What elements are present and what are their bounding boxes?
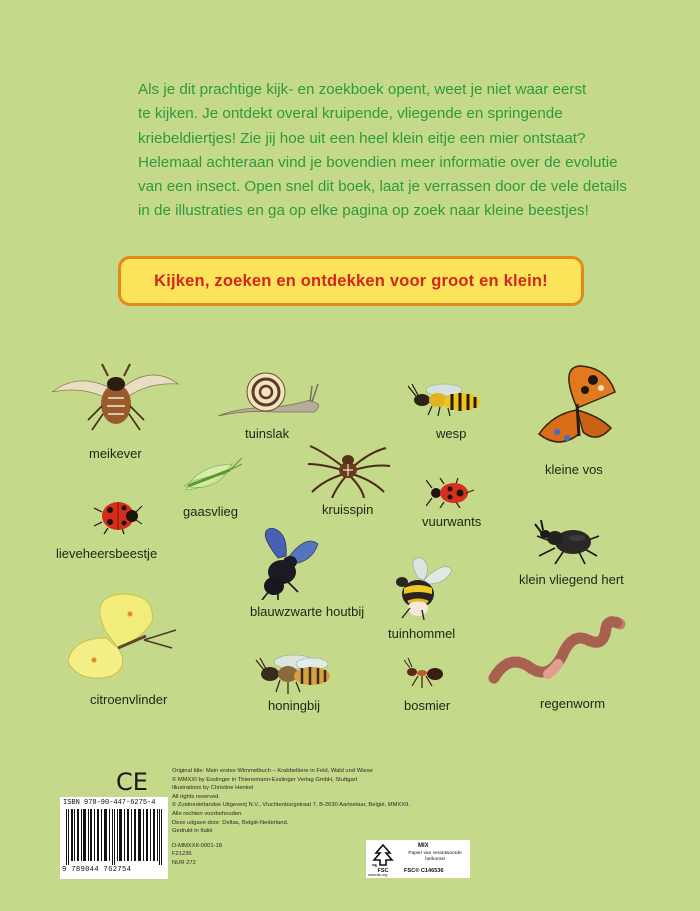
- fsc-tree-icon: [370, 843, 396, 873]
- butterfly-illustration: [537, 364, 619, 450]
- blurb-text: [138, 78, 627, 224]
- label-meikever: meikever: [89, 446, 142, 461]
- label-tuinhommel: tuinhommel: [388, 626, 456, 641]
- fsc-paper-text: Papier van verantwoorde herkomst: [408, 851, 462, 862]
- stag-beetle-illustration: [533, 512, 605, 566]
- fsc-url: www.fsc.org: [368, 873, 388, 877]
- spider-illustration: [306, 442, 392, 498]
- fsc-brand: FSC: [377, 868, 389, 873]
- colophon-line: Deze uitgave door: Deltas, België-Nederland.: [172, 819, 289, 826]
- snail-illustration: [214, 370, 326, 420]
- tagline-text: Kijken, zoeken en ontdekken voor groot en klein!: [154, 271, 548, 290]
- label-kruisspin: kruisspin: [322, 502, 374, 517]
- fsc-mix: MIX: [418, 843, 429, 849]
- earthworm-illustration: [488, 616, 628, 688]
- colophon-line: © Zuidnederlandse Uitgeverij N.V., Vluchtenburgstraat 7, B-2630 Aartselaar, België, MMXXII.: [172, 802, 410, 809]
- colophon-line: D-MMXXII-0001-18: [172, 842, 222, 849]
- fsc-label: [366, 840, 470, 878]
- isbn-digits: 9 789044 762754: [62, 866, 132, 874]
- cockchafer-illustration: [48, 358, 182, 436]
- blurb-line: Als je dit prachtige kijk- en zoekboek opent, weet je niet waar eerst: [138, 81, 587, 98]
- bumblebee-illustration: [388, 556, 454, 620]
- isbn-barcode: [60, 797, 168, 879]
- ant-illustration: [402, 656, 446, 688]
- blurb-line: in de illustraties en ga op elke pagina op zoek naar kleine beestjes!: [138, 202, 589, 220]
- blurb-line: te kijken. Je ontdekt overal kruipende, vliegende en springende: [138, 105, 563, 123]
- blurb-line: van een insect. Open snel dit boek, laat je verrassen door de vele details: [138, 178, 627, 196]
- label-gaasvlieg: gaasvlieg: [183, 504, 238, 519]
- label-citroenvlinder: citroenvlinder: [90, 692, 168, 707]
- lacewing-illustration: [176, 456, 244, 498]
- colophon-line: Original title: Mein erstes Wimmelbuch – Krabbeltiere in Feld, Wald und Wiese: [172, 768, 373, 774]
- fsc-code: FSC® C146536: [404, 868, 444, 874]
- barcode-bars: [64, 809, 164, 865]
- colophon-line: Illustrations by Christine Henkel: [172, 785, 254, 792]
- label-regenworm: regenworm: [540, 696, 606, 711]
- colophon-line: Gedrukt in Italië: [172, 828, 213, 835]
- label-vuurwants: vuurwants: [422, 514, 482, 529]
- carpenter-bee-illustration: [248, 528, 322, 600]
- colophon-line: © MMXXI by Esslinger in Thienemann-Esslinger Verlag GmbH, Stuttgart: [172, 776, 358, 783]
- blurb-line: Helemaal achteraan vind je bovendien meer informatie over de evolutie: [138, 153, 618, 171]
- label-blauwzwarte-houtbij: blauwzwarte houtbij: [250, 604, 365, 619]
- colophon-line: All rights reserved.: [172, 793, 221, 800]
- blurb-line: kriebeldiertjes! Zie jij hoe uit een heel klein eitje een mier ontstaat?: [138, 129, 586, 147]
- colophon-line: Alle rechten voorbehouden.: [172, 810, 243, 817]
- ladybird-illustration: [92, 498, 144, 536]
- firebug-illustration: [426, 478, 476, 508]
- colophon-line: NUR 272: [172, 859, 196, 866]
- tagline-banner: [118, 256, 584, 306]
- isbn-label: ISBN 978-90-447-6275-4: [63, 799, 156, 807]
- label-bosmier: bosmier: [404, 698, 451, 713]
- label-wesp: wesp: [436, 426, 467, 441]
- ce-mark: CE: [116, 768, 148, 796]
- wasp-illustration: [408, 382, 488, 416]
- brimstone-illustration: [60, 592, 180, 684]
- label-tuinslak: tuinslak: [245, 426, 290, 441]
- label-honingbij: honingbij: [268, 698, 321, 713]
- label-lieveheersbeestje: lieveheersbeestje: [56, 546, 158, 561]
- label-kleine-vos: kleine vos: [545, 462, 603, 477]
- colophon-line: F21236: [172, 851, 192, 858]
- honeybee-illustration: [254, 652, 338, 694]
- label-klein-vliegend-hert: klein vliegend hert: [519, 572, 624, 587]
